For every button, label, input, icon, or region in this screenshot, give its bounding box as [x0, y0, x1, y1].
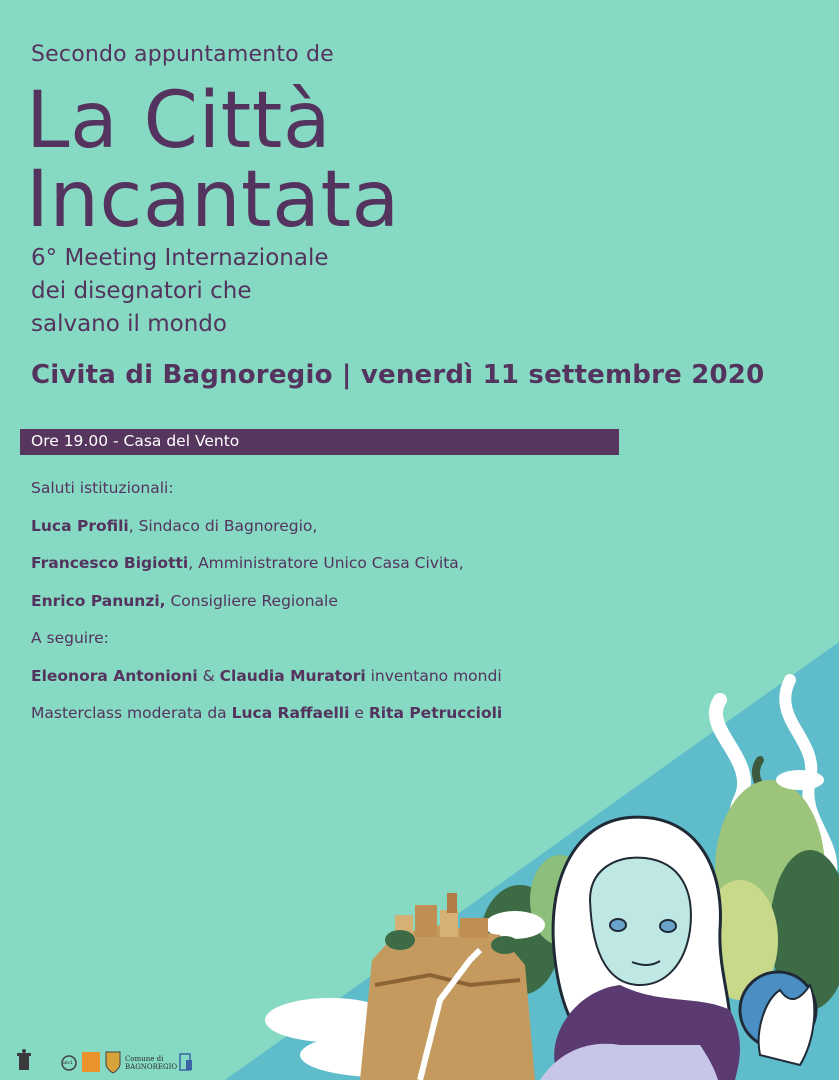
moderator-name: Luca Raffaelli: [231, 704, 350, 722]
meeting-line-2: dei disegnatori che: [31, 278, 252, 304]
meeting-line-1: 6° Meeting Internazionale: [31, 245, 329, 271]
artists-tail: inventano mondi: [365, 666, 502, 685]
eye-shape: [610, 919, 626, 931]
atcl-logo-text: atcl: [63, 1060, 73, 1066]
speaker-row: [31, 508, 502, 546]
main-title: [26, 76, 400, 245]
orange-logo-icon: [82, 1052, 100, 1072]
intro-text: Secondo appuntamento de: [31, 42, 334, 67]
building-shape: [460, 918, 488, 938]
building-shape: [447, 893, 457, 913]
moderator-name: Rita Petruccioli: [368, 704, 503, 722]
speaker-name: Luca Profili: [31, 516, 129, 535]
time-place-label: Ore 19.00 - Casa del Vento: [31, 432, 240, 450]
following-label: A seguire:: [31, 629, 109, 647]
building-shape: [440, 910, 458, 937]
comune-line-2: BAGNOREGIO: [125, 1063, 178, 1071]
comune-logo-text: [125, 1055, 177, 1071]
conjunction: e: [349, 704, 369, 722]
title-line-1: La Città: [26, 76, 332, 166]
title-line-2: Incantata: [26, 155, 400, 245]
speaker-role: , Sindaco di Bagnoregio,: [128, 516, 318, 535]
time-place-bar: [20, 429, 619, 455]
meeting-subtitle: [31, 242, 328, 341]
ampersand: &: [197, 666, 220, 685]
masterclass-row: [31, 695, 502, 733]
speaker-name: Enrico Panunzi,: [31, 591, 166, 610]
tree-shape: [385, 930, 415, 950]
greetings-label: Saluti istituzionali:: [31, 479, 174, 497]
tree-shape: [491, 936, 519, 954]
eye-shape: [660, 920, 676, 932]
artist-name: Eleonora Antonioni: [31, 666, 198, 685]
artists-row: [31, 658, 502, 696]
building-shape: [415, 905, 437, 937]
crest-logo-icon: [104, 1050, 122, 1074]
speaker-row: [31, 583, 502, 621]
cloud-shape: [776, 770, 824, 790]
building-logo-icon: [178, 1052, 194, 1072]
speaker-role: , Amministratore Unico Casa Civita,: [188, 554, 464, 572]
trash-logo-icon: [14, 1048, 34, 1074]
masterclass-prefix: Masterclass moderata da: [31, 704, 232, 722]
speaker-role: Consigliere Regionale: [165, 591, 338, 610]
artist-name: Claudia Muratori: [219, 666, 366, 685]
sponsor-logos: [0, 1042, 260, 1080]
speaker-row: [31, 545, 502, 583]
meeting-line-3: salvano il mondo: [31, 311, 227, 337]
speaker-name: Francesco Bigiotti: [31, 554, 189, 572]
place-date: Civita di Bagnoregio | venerdì 11 settembre 2020: [31, 360, 765, 390]
comune-line-1: Comune di: [125, 1055, 164, 1063]
program-list: [31, 470, 502, 733]
face-shape: [590, 858, 691, 985]
